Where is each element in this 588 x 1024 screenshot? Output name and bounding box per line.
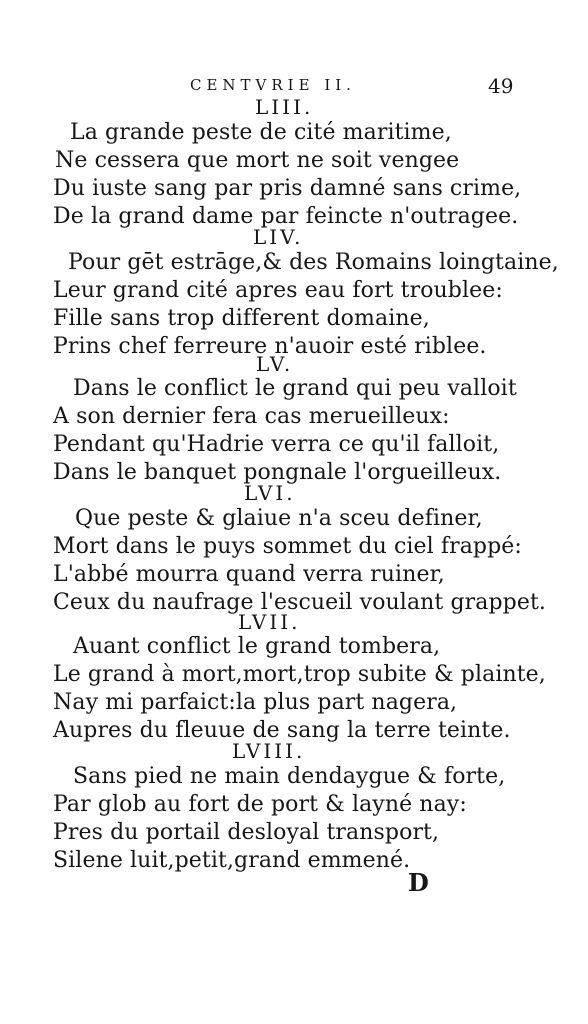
verse-line: A son dernier fera cas merueilleux:: [53, 404, 450, 429]
verse-line: Leur grand cité apres eau fort troublee:: [53, 278, 503, 303]
quatrain-number: LVI.: [244, 481, 296, 505]
verse-line: Par glob au fort de port & layné nay:: [53, 792, 467, 817]
verse-line: Auant conflict le grand tombera,: [73, 634, 441, 659]
verse-line: Silene luit,petit,grand emmené.: [53, 848, 411, 873]
verse-line: Pres du portail desloyal transport,: [53, 820, 440, 845]
running-title: CENTVRIE II.: [190, 76, 356, 94]
verse-line: Ceux du naufrage l'escueil voulant grappet.: [53, 590, 546, 615]
quatrain-number: LIII.: [255, 95, 314, 119]
verse-line: Du iuste sang par pris damné sans crime,: [53, 176, 522, 201]
signature-mark: D: [408, 868, 429, 897]
quatrain-number: LIV.: [253, 225, 304, 249]
verse-line: Sans pied ne main dendaygue & forte,: [73, 764, 506, 789]
verse-line: Le grand à mort,mort,trop subite & plainte,: [53, 662, 546, 687]
verse-line: De la grand dame par feincte n'outragee.: [53, 204, 519, 229]
verse-line: Ne cessera que mort ne soit vengee: [55, 148, 460, 173]
verse-line: Dans le banquet pongnale l'orgueilleux.: [53, 460, 502, 485]
verse-line: Que peste & glaiue n'a sceu definer,: [75, 506, 483, 531]
quatrain-number: LV.: [256, 352, 294, 376]
verse-line: Pour gēt estrāge,& des Romains loingtaine,: [68, 250, 559, 275]
verse-line: Aupres du fleuue de sang la terre teinte.: [53, 718, 511, 743]
quatrain-number: LVII.: [238, 610, 301, 634]
verse-line: Mort dans le puys sommet du ciel frappé:: [53, 534, 522, 559]
verse-line: Dans le conflict le grand qui peu valloit: [73, 376, 517, 401]
verse-line: Fille sans trop different domaine,: [53, 306, 430, 331]
verse-line: Pendant qu'Hadrie verra ce qu'il falloit,: [53, 432, 500, 457]
verse-line: La grande peste de cité maritime,: [70, 120, 452, 145]
verse-line: Nay mi parfaict:la plus part nagera,: [53, 690, 458, 715]
verse-line: Prins chef ferreure n'auoir esté riblee.: [53, 334, 487, 359]
verse-line: L'abbé mourra quand verra ruiner,: [53, 562, 445, 587]
page-number: 49: [488, 74, 514, 98]
quatrain-number: LVIII.: [232, 739, 306, 763]
